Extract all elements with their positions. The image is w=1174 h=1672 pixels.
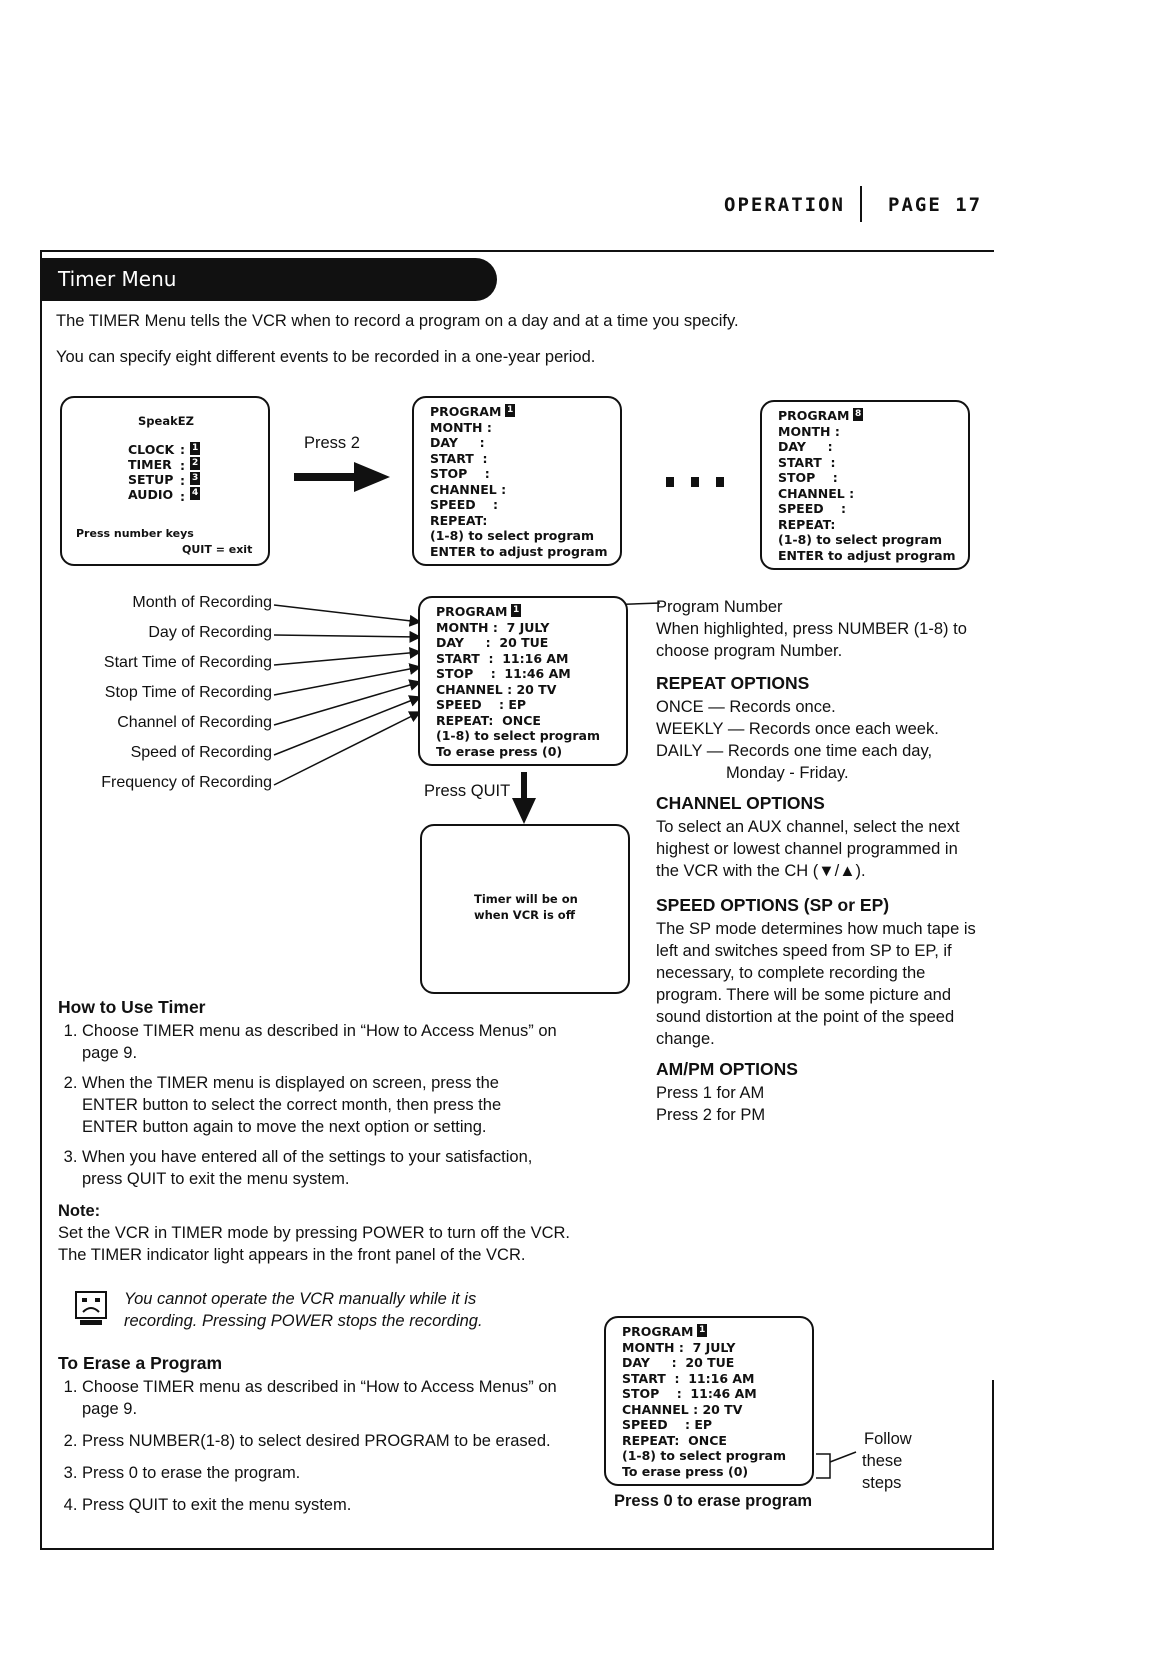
- label-frequency: Frequency of Recording: [101, 774, 272, 791]
- speakez-num-badge: 1: [192, 443, 199, 453]
- speakez-title: SpeakEZ: [138, 414, 194, 428]
- note-title: Note:: [58, 1202, 101, 1220]
- page-frame-right: [992, 1380, 994, 1550]
- program-number-title: Program Number: [656, 598, 783, 616]
- program-num-badge: 1: [513, 605, 520, 615]
- speakez-num-badge: 2: [192, 458, 199, 468]
- erase-step: 4. Press QUIT to exit the menu system.: [82, 1494, 558, 1516]
- program-screen-text: PROGRAM MONTH : DAY : START : STOP : CHANNEL : SPEED : REPEAT: (1-8) to select program ENTER to adjust program: [430, 404, 608, 559]
- label-speed: Speed of Recording: [130, 744, 272, 761]
- speakez-item: SETUP: [128, 472, 174, 487]
- warning-screen-icon: [74, 1290, 108, 1326]
- timer-screen: [420, 824, 630, 994]
- ampm-option-line: Press 2 for PM: [656, 1106, 766, 1124]
- timer-screen-line: Timer will be on: [474, 892, 578, 906]
- how-to-use-step: 3. When you have entered all of the settings to your satisfaction, press QUIT to exit the menu system.: [82, 1146, 558, 1190]
- speakez-item: TIMER: [128, 457, 172, 472]
- erase-title: To Erase a Program: [58, 1353, 223, 1373]
- program-screen-text: PROGRAM MONTH : 7 JULY DAY : 20 TUE START : 11:16 AM STOP : 11:46 AM CHANNEL : 20 TV SPEED : EP REPEAT: ONCE (1-8) to select program To erase press (0): [622, 1324, 786, 1479]
- speakez-hint: Press number keys: [76, 527, 194, 540]
- erase-step: 3. Press 0 to erase the program.: [82, 1462, 558, 1484]
- follow-line: these: [862, 1452, 903, 1470]
- speakez-item: CLOCK: [128, 442, 175, 457]
- erase-step: 2. Press NUMBER(1-8) to select desired PROGRAM to be erased.: [82, 1430, 558, 1452]
- how-to-use-step: 2. When the TIMER menu is displayed on screen, press the ENTER button to select the correct month, then press the ENTER button again to move the next option or setting.: [82, 1072, 558, 1138]
- erase-steps: [58, 1376, 558, 1516]
- how-to-use-step: 1. Choose TIMER menu as described in “How to Access Menus” on page 9.: [82, 1020, 558, 1064]
- label-channel: Channel of Recording: [117, 714, 272, 731]
- how-to-use-steps: [58, 1020, 558, 1190]
- page-title: Timer Menu: [58, 267, 177, 291]
- erase-step: 1. Choose TIMER menu as described in “How to Access Menus” on page 9.: [82, 1376, 558, 1420]
- ampm-options-title: AM/PM OPTIONS: [656, 1059, 798, 1079]
- channel-options-text: To select an AUX channel, select the next highest or lowest channel programmed in the VCR with the CH (▼/▲).: [656, 818, 960, 880]
- press-2-label: Press 2: [304, 434, 360, 452]
- channel-options-title: CHANNEL OPTIONS: [656, 793, 825, 813]
- speakez-num-badge: 4: [192, 488, 199, 498]
- repeat-option-line: DAILY — Records one time each day,: [656, 742, 933, 760]
- speakez-hint: QUIT = exit: [182, 543, 253, 556]
- program-filled-screen: [418, 596, 628, 766]
- timer-screen-line: when VCR is off: [474, 908, 576, 922]
- erase-program-screen: [604, 1316, 814, 1486]
- label-stop: Stop Time of Recording: [104, 684, 272, 701]
- how-to-use-title: How to Use Timer: [58, 997, 206, 1017]
- label-start: Start Time of Recording: [103, 654, 272, 671]
- speakez-num-badge: 3: [192, 473, 199, 483]
- repeat-option-line: WEEKLY — Records once each week.: [656, 720, 939, 738]
- follow-bracket-icon: [812, 1448, 862, 1482]
- speed-options-text: The SP mode determines how much tape is left and switches speed from SP to EP, if necessary, to complete recording the program. There will be some picture and sound distortion at the point of the speed change.: [656, 920, 976, 1048]
- down-arrow-icon: [512, 772, 536, 824]
- program-num-badge: 1: [507, 405, 514, 415]
- label-month: Month of Recording: [132, 594, 272, 611]
- label-day: Day of Recording: [148, 624, 272, 641]
- speakez-item: AUDIO: [128, 487, 174, 502]
- note-line: Set the VCR in TIMER mode by pressing POWER to turn off the VCR.: [58, 1224, 571, 1242]
- program-num-badge: 1: [699, 1325, 706, 1335]
- press-quit-label: Press QUIT: [424, 782, 511, 800]
- page-number: PAGE 17: [888, 194, 983, 216]
- program-number-text: When highlighted, press NUMBER (1-8) to choose program Number.: [656, 620, 967, 660]
- repeat-option-line: ONCE — Records once.: [656, 698, 836, 716]
- intro-line-2: You can specify eight different events to be recorded in a one-year period.: [56, 348, 596, 366]
- press-0-caption: Press 0 to erase program: [614, 1492, 813, 1510]
- follow-line: Follow: [864, 1430, 912, 1448]
- ampm-option-line: Press 1 for AM: [656, 1084, 765, 1102]
- program-screen-text: PROGRAM MONTH : 7 JULY DAY : 20 TUE START : 11:16 AM STOP : 11:46 AM CHANNEL : 20 TV SPEED : EP REPEAT: ONCE (1-8) to select program To erase press (0): [436, 604, 600, 759]
- follow-line: steps: [862, 1474, 902, 1492]
- warning-text: You cannot operate the VCR manually while it is recording. Pressing POWER stops the recording.: [124, 1290, 483, 1330]
- program-screen-text: PROGRAM MONTH : DAY : START : STOP : CHANNEL : SPEED : REPEAT: (1-8) to select program ENTER to adjust program: [778, 408, 956, 563]
- page-frame-bottom: [40, 1548, 994, 1550]
- intro-line-1: The TIMER Menu tells the VCR when to record a program on a day and at a time you specify.: [56, 312, 739, 330]
- program-num-badge: 8: [855, 409, 862, 419]
- speakez-colon: : : : :: [180, 442, 185, 504]
- repeat-options-title: REPEAT OPTIONS: [656, 673, 810, 693]
- speed-options-title: SPEED OPTIONS (SP or EP): [656, 895, 890, 915]
- repeat-option-line: Monday - Friday.: [726, 764, 849, 782]
- header-section: OPERATION: [724, 194, 845, 216]
- note-line: The TIMER indicator light appears in the front panel of the VCR.: [58, 1246, 526, 1264]
